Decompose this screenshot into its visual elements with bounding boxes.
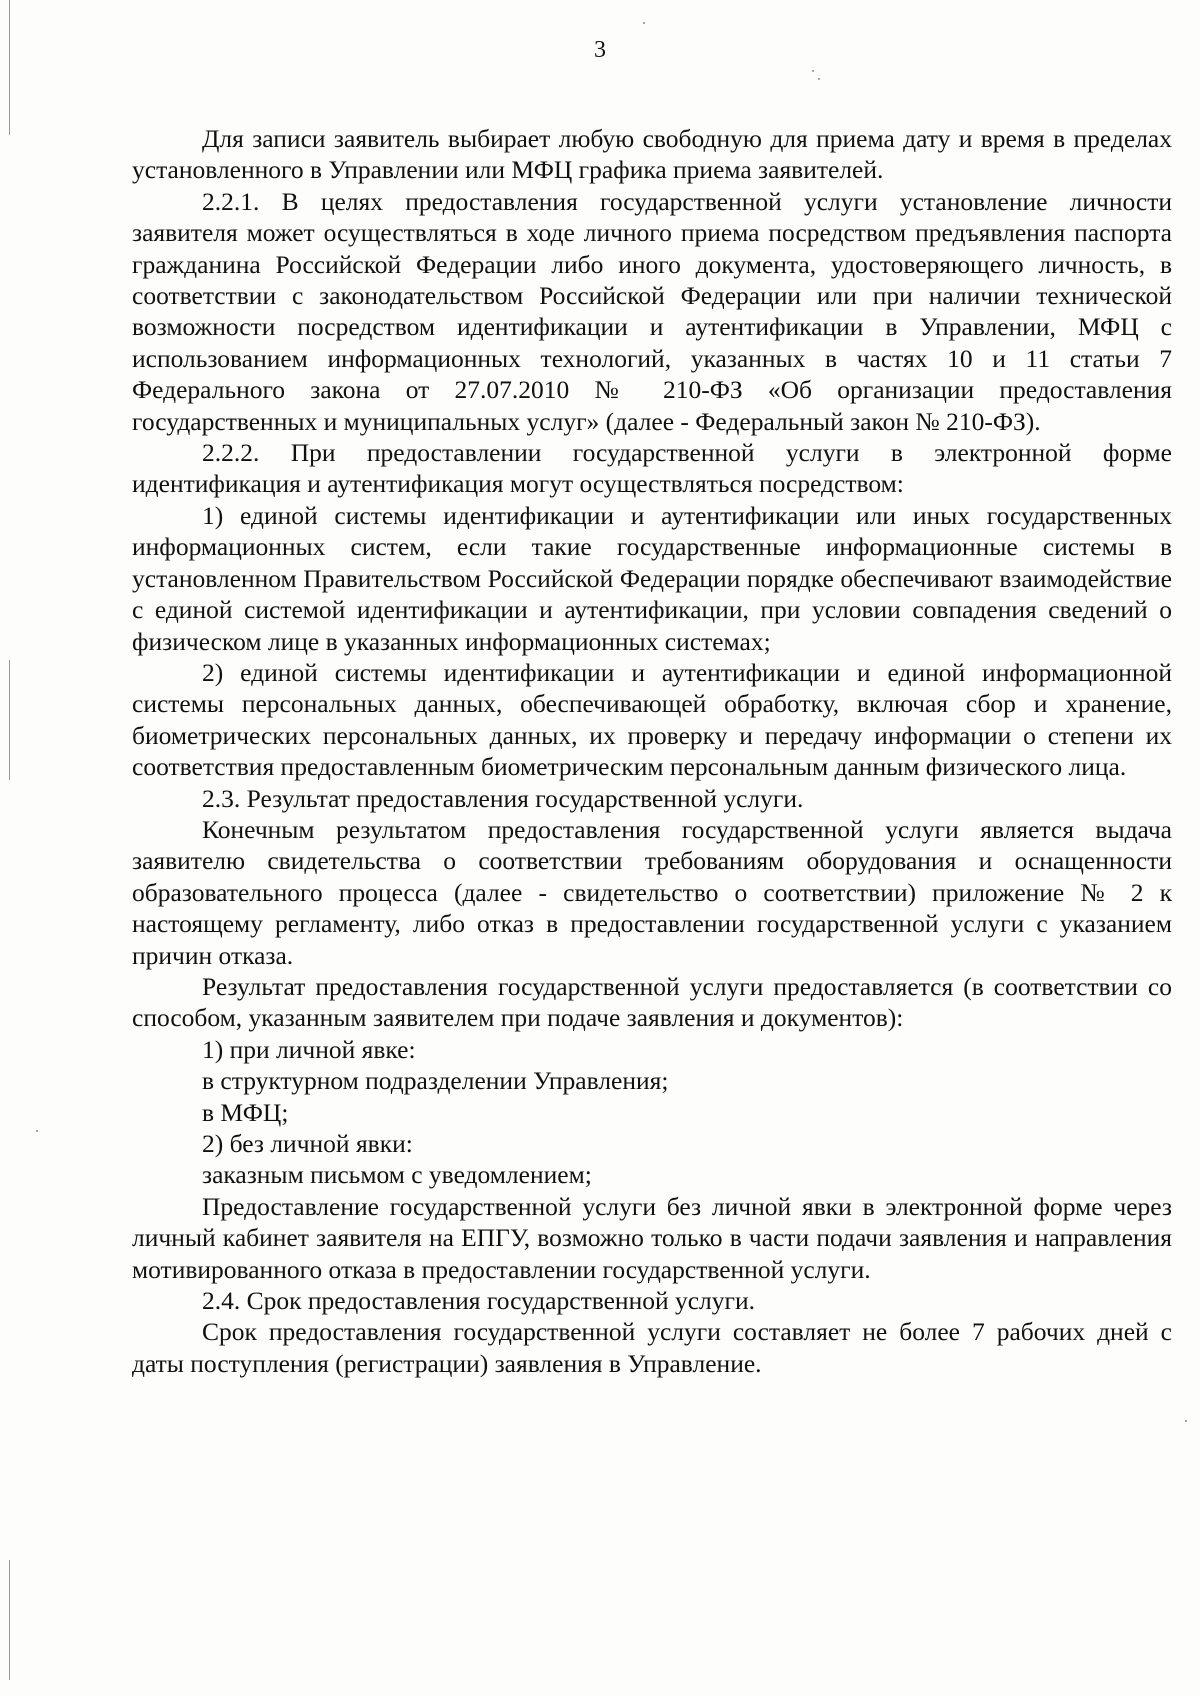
paragraph-appointment: Для записи заявитель выбирает любую свободную для приема дату и время в пределах установленного в Управлении или МФЦ графика приема заявителей. bbox=[132, 124, 1172, 185]
document-body bbox=[132, 123, 1172, 1379]
paragraph-term: Срок предоставления государственной услуги составляет не более 7 рабочих дней с даты поступления (регистрации) заявления в Управление. bbox=[132, 1317, 1172, 1378]
list-line-registered-mail: заказным письмом с уведомлением; bbox=[202, 1160, 592, 1190]
paragraph-item-2: 2) единой системы идентификации и аутентификации и единой информационной системы персональных данных, обеспечивающей обработку, включая сбор и хранение, биометрических персональных данных, их проверку и передачу информации о степени их соответствия предоставленным биометрическим персональным данным физического лица. bbox=[132, 657, 1172, 782]
scan-speck bbox=[812, 70, 814, 72]
scan-binding-line bbox=[9, 0, 10, 135]
scan-speck bbox=[1185, 1420, 1187, 1422]
paragraph-result-delivery: Результат предоставления государственной услуги предоставляется (в соответствии со способом, указанным заявителем при подаче заявления и документов): bbox=[132, 971, 1172, 1033]
list-line-department: в структурном подразделении Управления; bbox=[202, 1066, 669, 1096]
paragraph-2-2-2: 2.2.2. При предоставлении государственной услуги в электронной форме идентификация и аутентификация могут осуществляться посредством: bbox=[132, 438, 1172, 499]
paragraph-2-2-1: 2.2.1. В целях предоставления государственной услуги установление личности заявителя может осуществляться в ходе личного приема посредством предъявления паспорта гражданина Российской Федерации либо иного документа, удостоверяющего личность, в соответствии с законодательством Российской Федерации или при наличии технической возможности посредством идентификации и аутентификации в Управлении, МФЦ с использованием информационных технологий, указанных в частях 10 и 11 статьи 7 Федерального закона от 27.07.2010 № 210-ФЗ «Об организации предоставления государственных и муниципальных услуг» (далее - Федеральный закон № 210-ФЗ). bbox=[132, 186, 1172, 436]
paragraph-electronic: Предоставление государственной услуги без личной явки в электронной форме через личный кабинет заявителя на ЕПГУ, возможно только в части подачи заявления и направления мотивированного отказа в предоставлении государственной услуги. bbox=[132, 1191, 1172, 1284]
paragraph-item-1: 1) единой системы идентификации и аутентификации или иных государственных информационных систем, если такие государственные информационные системы в установленном Правительством Российской Федерации порядке обеспечивают взаимодействие с единой системой идентификации и аутентификации, при условии совпадения сведений о физическом лице в указанных информационных системах; bbox=[132, 500, 1172, 656]
scan-speck bbox=[36, 1130, 38, 1132]
page-number: 3 bbox=[594, 37, 606, 63]
scan-speck bbox=[818, 78, 820, 80]
section-heading-2-4: 2.4. Срок предоставления государственной услуги. bbox=[202, 1286, 756, 1316]
list-line-remote: 2) без личной явки: bbox=[202, 1129, 413, 1158]
paragraph-result: Конечным результатом предоставления государственной услуги является выдача заявителю свидетельства о соответствии требованиям оборудования и оснащенности образовательного процесса (далее - свидетельство о соответствии) приложение № 2 к настоящему регламенту, либо отказ в предоставлении государственной услуги с указанием причин отказа. bbox=[132, 814, 1172, 970]
scan-binding-line bbox=[9, 660, 10, 780]
list-line-mfc: в МФЦ; bbox=[202, 1097, 289, 1127]
section-heading-2-3: 2.3. Результат предоставления государственной услуги. bbox=[202, 783, 804, 813]
scan-speck bbox=[643, 22, 645, 24]
list-line-in-person: 1) при личной явке: bbox=[202, 1034, 416, 1064]
scan-binding-line bbox=[9, 1560, 10, 1680]
